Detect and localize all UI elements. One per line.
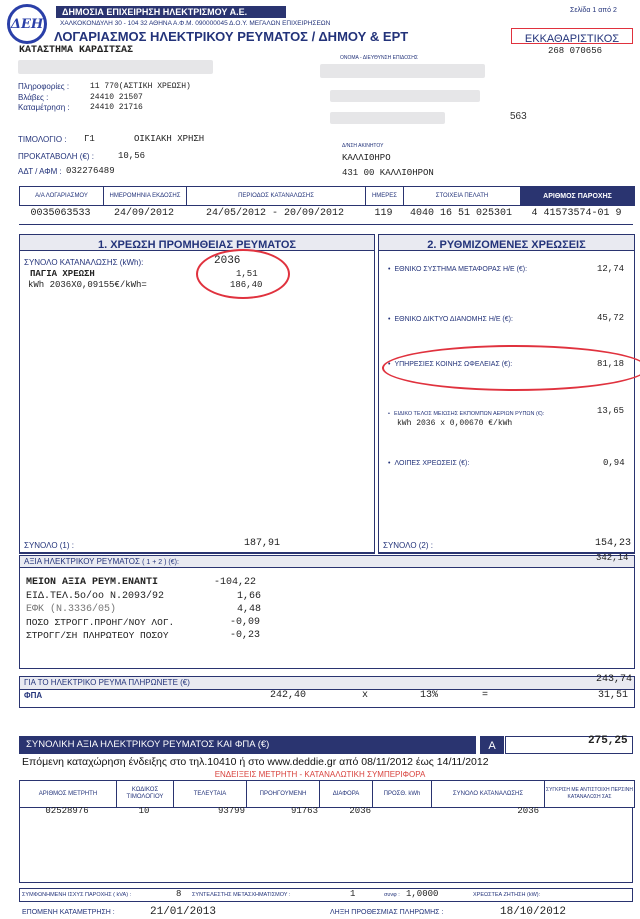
id-label: ΑΔΤ / ΑΦΜ :	[18, 167, 62, 176]
prepay-label: ΠΡΟΚΑΤΑΒΟΛΗ (€) :	[18, 152, 95, 161]
kwh-charge-value: 186,40	[230, 280, 263, 290]
col-header-difference: ΔΙΑΦΟΡΑ	[319, 780, 373, 808]
total-letter: Α	[488, 740, 496, 752]
value-label	[24, 557, 179, 566]
payable-label: ΓΙΑ ΤΟ ΗΛΕΚΤΡΙΚΟ ΡΕΥΜΑ ΠΛΗΡΩΝΕΤΕ (€)	[24, 678, 190, 687]
col-header-tariff-code: ΚΩΔΙΚΟΣ ΤΙΜΟΛΟΓΙΟΥ	[116, 780, 174, 808]
section1-total-label: ΣΥΝΟΛΟ (1) :	[24, 541, 74, 550]
vat-multiply: x	[362, 690, 369, 701]
meter-value: 24410 21716	[90, 103, 143, 112]
col-header-total-consumption: ΣΥΝΟΛΟ ΚΑΤΑΝΑΛΩΣΗΣ	[431, 780, 545, 808]
adjustment-label: ΕΦΚ (Ν.3336/05)	[26, 604, 117, 615]
redacted-block	[320, 64, 485, 78]
logo	[7, 4, 47, 44]
value-amount: 342,14	[596, 553, 629, 563]
vat-rate: 13%	[420, 690, 439, 701]
col-header-issue-date: ΗΜΕΡΟΜΗΝΙΑ ΕΚΔΟΣΗΣ	[103, 186, 187, 206]
logo-text: ΔΕΗ	[10, 16, 44, 32]
bill-type-text: ΕΚΚΑΘΑΡΙΣΤΙΚΟΣ	[524, 33, 620, 45]
property-postcode: 431 00 ΚΑΛΛΙΘΗΡΟΝ	[342, 168, 434, 178]
meter-table-body	[19, 807, 633, 883]
tariff-code-value: 10	[138, 806, 150, 816]
fixed-charge-label: ΠΑΓΙΑ ΧΡΕΩΣΗ	[30, 269, 95, 279]
bill-title: ΛΟΓΑΡΙΑΣΜΟΣ ΗΛΕΚΤΡΙΚΟΥ ΡΕΥΜΑΤΟΣ / ΔΗΜΟΥ & ΕΡΤ	[54, 29, 409, 44]
col-header-account: Α/Α ΛΟΓΑΡΙΑΣΜΟΥ	[19, 186, 104, 206]
meter-label: Καταμέτρηση :	[18, 103, 70, 112]
redacted-block	[18, 60, 213, 74]
consumption-value: 2036	[214, 255, 241, 267]
redacted-block	[330, 90, 480, 102]
due-label: ΛΗΞΗ ΠΡΟΘΕΣΜΙΑΣ ΠΛΗΡΩΜΗΣ :	[330, 909, 444, 916]
difference-value: 2036	[349, 806, 371, 816]
tariff-label: ΤΙΜΟΛΟΓΙΟ :	[18, 135, 67, 144]
public-service-label: • ΥΠΗΡΕΣΙΕΣ ΚΟΙΝΗΣ ΩΦΕΛΕΙΑΣ (€):	[388, 361, 512, 368]
customer-value: 4040 16 51 025301	[409, 208, 513, 219]
power-label: ΣΥΜΦΩΝΗΜΕΝΗ ΙΣΧΥΣ ΠΑΡΟΧΗΣ ( kVA) :	[22, 892, 132, 898]
power-value: 8	[176, 889, 182, 899]
col-header-period: ΠΕΡΙΟΔΟΣ ΚΑΤΑΝΑΛΩΣΗΣ	[186, 186, 366, 206]
info-value: 11 770(ΑΣΤΙΚΗ ΧΡΕΩΣΗ)	[90, 82, 191, 91]
col-header-previous: ΠΡΟΗΓΟΥΜΕΝΗ	[246, 780, 320, 808]
fixed-charge-value: 1,51	[236, 269, 258, 279]
emissions-label: • ΕΙΔΙΚΟ ΤΕΛΟΣ ΜΕΙΩΣΗΣ ΕΚΠΟΜΠΩΝ ΑΕΡΙΩΝ ΡΥΠΩΝ (€):	[388, 411, 544, 417]
previous-reading-value: 91763	[290, 806, 318, 816]
id-value: 032276489	[66, 166, 115, 176]
company-name: ΔΗΜΟΣΙΑ ΕΠΙΧΕΙΡΗΣΗ ΗΛΕΚΤΡΙΣΜΟΥ Α.Ε.	[62, 7, 248, 17]
property-label: Δ/ΝΣΗ ΑΚΙΝΗΤΟΥ	[342, 143, 384, 149]
transmission-value: 12,74	[597, 264, 625, 274]
issue-date-value: 24/09/2012	[113, 208, 174, 219]
section2-total-label: ΣΥΝΟΛΟ (2) :	[383, 541, 433, 550]
transform-label: ΣΥΝΤΕΛΕΣΤΗΣ ΜΕΤΑΣΧΗΜΑΤΙΣΜΟΥ :	[192, 892, 291, 898]
tariff-value: Γ1	[84, 134, 95, 144]
section2-title: 2. ΡΥΘΜΙΖΟΜΕΝΕΣ ΧΡΕΩΣΕΙΣ	[427, 239, 586, 251]
total-label: ΣΥΝΟΛΙΚΗ ΑΞΙΑ ΗΛΕΚΤΡΙΚΟΥ ΡΕΥΜΑΤΟΣ ΚΑΙ ΦΠΑ (€)	[26, 739, 270, 750]
next-meter-value: 21/01/2013	[150, 906, 217, 918]
transmission-label: • ΕΘΝΙΚΟ ΣΥΣΤΗΜΑ ΜΕΤΑΦΟΡΑΣ Η/Ε (€):	[388, 266, 527, 273]
consumption-label: ΣΥΝΟΛΟ ΚΑΤΑΝΑΛΩΣΗΣ (kWh):	[24, 258, 144, 267]
adjustment-value: 4,48	[237, 604, 262, 615]
section2-box	[378, 234, 635, 554]
vat-equals: =	[482, 690, 489, 701]
account-value: 0035063533	[30, 208, 91, 219]
section1-title: 1. ΧΡΕΩΣΗ ΠΡΟΜΗΘΕΙΑΣ ΡΕΥΜΑΤΟΣ	[97, 239, 297, 251]
kwh-charge-label: kWh 2036Χ0,09155€/kWh=	[28, 280, 147, 290]
prepay-value: 10,56	[118, 151, 146, 161]
store-name: ΚΑΤΑΣΤΗΜΑ ΚΑΡΔΙΤΣΑΣ	[19, 45, 134, 56]
col-header-comparison: ΣΥΓΚΡΙΣΗ ΜΕ ΑΝΤΙΣΤΟΙΧΗ ΠΕΡΣΙΝΗ ΚΑΤΑΝΑΛΩΣΗ ΣΑΣ	[544, 780, 635, 808]
col-header-supply: ΑΡΙΘΜΟΣ ΠΑΡΟΧΗΣ	[520, 186, 635, 206]
company-address: ΧΑΛΚΟΚΟΝΔΥΛΗ 30 - 104 32 ΑΘΗΝΑ Α.Φ.Μ. 090000045 Δ.Ο.Υ. ΜΕΓΑΛΩΝ ΕΠΙΧΕΙΡΗΣΕΩΝ	[60, 20, 331, 27]
supply-value: 4 41573574-01 9	[531, 208, 622, 219]
faults-label: Βλάβες :	[18, 93, 49, 102]
tariff-use: ΟΙΚΙΑΚΗ ΧΡΗΣΗ	[134, 134, 205, 144]
name-address-label: ΟΝΟΜΑ - ΔΙΕΥΘΥΝΣΗ ΕΠΙΔΟΣΗΣ	[340, 55, 418, 61]
total-letter-box	[480, 736, 504, 754]
faults-value: 24410 21507	[90, 93, 143, 102]
redacted-block	[330, 112, 445, 124]
adjustment-label: ΠΟΣΟ ΣΤΡΟΓΓ.ΠΡΟΗΓ/ΝΟΥ ΛΟΓ.	[26, 617, 175, 628]
adjustment-label: ΜΕΙΟΝ ΑΞΙΑ ΡΕΥΜ.ΕΝΑΝΤΙ	[26, 577, 159, 588]
cos-label: συνφ :	[384, 892, 400, 898]
divider	[19, 224, 633, 225]
total-consumption-value: 2036	[517, 806, 539, 816]
meter-number-value: 02528976	[45, 806, 89, 816]
value-label-suffix: ( 1 + 2 ) (€):	[142, 559, 179, 566]
days-value: 119	[374, 208, 393, 219]
col-header-last: ΤΕΛΕΥΤΑΙΑ	[173, 780, 247, 808]
other-charges-label: • ΛΟΙΠΕΣ ΧΡΕΩΣΕΙΣ (€):	[388, 460, 469, 467]
col-header-meter-number: ΑΡΙΘΜΟΣ ΜΕΤΡΗΤΗ	[19, 780, 117, 808]
section1-header	[20, 235, 374, 251]
col-header-customer: ΣΤΟΙΧΕΙΑ ΠΕΛΑΤΗ	[403, 186, 521, 206]
transform-value: 1	[350, 889, 356, 899]
col-header-extra-kwh: ΠΡΟΣΘ. kWh	[372, 780, 432, 808]
demand-label: ΧΡΕΩΣΤΕΑ ΖΗΤΗΣΗ (kW):	[473, 892, 541, 898]
property-town: ΚΑΛΛΙΘΗΡΟ	[342, 153, 391, 163]
doc-number: 268 070656	[548, 46, 603, 56]
other-charges-value: 0,94	[603, 458, 625, 468]
distribution-label: • ΕΘΝΙΚΟ ΔΙΚΤΥΟ ΔΙΑΝΟΜΗΣ Η/Ε (€):	[388, 316, 513, 323]
last-reading-value: 93799	[217, 806, 245, 816]
period-value: 24/05/2012 - 20/09/2012	[205, 208, 345, 219]
emissions-value: 13,65	[597, 406, 625, 416]
highlight-circle	[382, 345, 640, 391]
page-indicator: Σελίδα 1 από 2	[570, 7, 617, 14]
highlight-circle	[196, 249, 290, 299]
section2-header	[379, 235, 634, 251]
section2-total-value: 154,23	[595, 538, 632, 549]
due-value: 18/10/2012	[500, 906, 567, 918]
vat-label: ΦΠΑ	[24, 691, 43, 700]
vat-base: 242,40	[270, 690, 307, 701]
adjustment-value: -104,22	[214, 577, 257, 588]
adjustment-label: ΕΙΔ.ΤΕΛ.5ο/οο Ν.2093/92	[26, 591, 165, 602]
next-reading-note: Επόμενη καταχώρηση ένδειξης στο τηλ.10410 ή στο www.deddie.gr από 08/11/2012 έως 14/11/2012	[22, 756, 489, 768]
code-number: 563	[510, 111, 527, 122]
divider	[20, 552, 374, 553]
adjustment-value: -0,23	[230, 630, 261, 641]
vat-value: 31,51	[598, 690, 629, 701]
next-meter-label: ΕΠΟΜΕΝΗ ΚΑΤΑΜΕΤΡΗΣΗ :	[22, 909, 115, 916]
adjustment-value: 1,66	[237, 591, 262, 602]
meter-title: ΕΝΔΕΙΞΕΙΣ ΜΕΤΡΗΤΗ - ΚΑΤΑΝΑΛΩΤΙΚΗ ΣΥΜΠΕΡΙΦΟΡΑ	[214, 770, 426, 779]
adjustment-value: -0,09	[230, 617, 261, 628]
distribution-value: 45,72	[597, 313, 625, 323]
section1-total-value: 187,91	[244, 538, 281, 549]
value-label-text: ΑΞΙΑ ΗΛΕΚΤΡΙΚΟΥ ΡΕΥΜΑΤΟΣ	[24, 557, 140, 566]
adjustment-label: ΣΤΡΟΓΓ/ΣΗ ΠΛΗΡΩΤΕΟΥ ΠΟΣΟΥ	[26, 630, 169, 641]
total-value: 275,25	[588, 735, 628, 747]
emissions-detail: kWh 2036 x 0,00670 €/kWh	[397, 419, 513, 428]
bill-type-badge	[511, 28, 633, 44]
cos-value: 1,0000	[406, 889, 439, 899]
col-header-days: ΗΜΕΡΕΣ	[365, 186, 404, 206]
public-service-value: 81,18	[597, 359, 625, 369]
info-label: Πληροφορίες :	[18, 82, 70, 91]
payable-value: 243,74	[596, 674, 633, 685]
